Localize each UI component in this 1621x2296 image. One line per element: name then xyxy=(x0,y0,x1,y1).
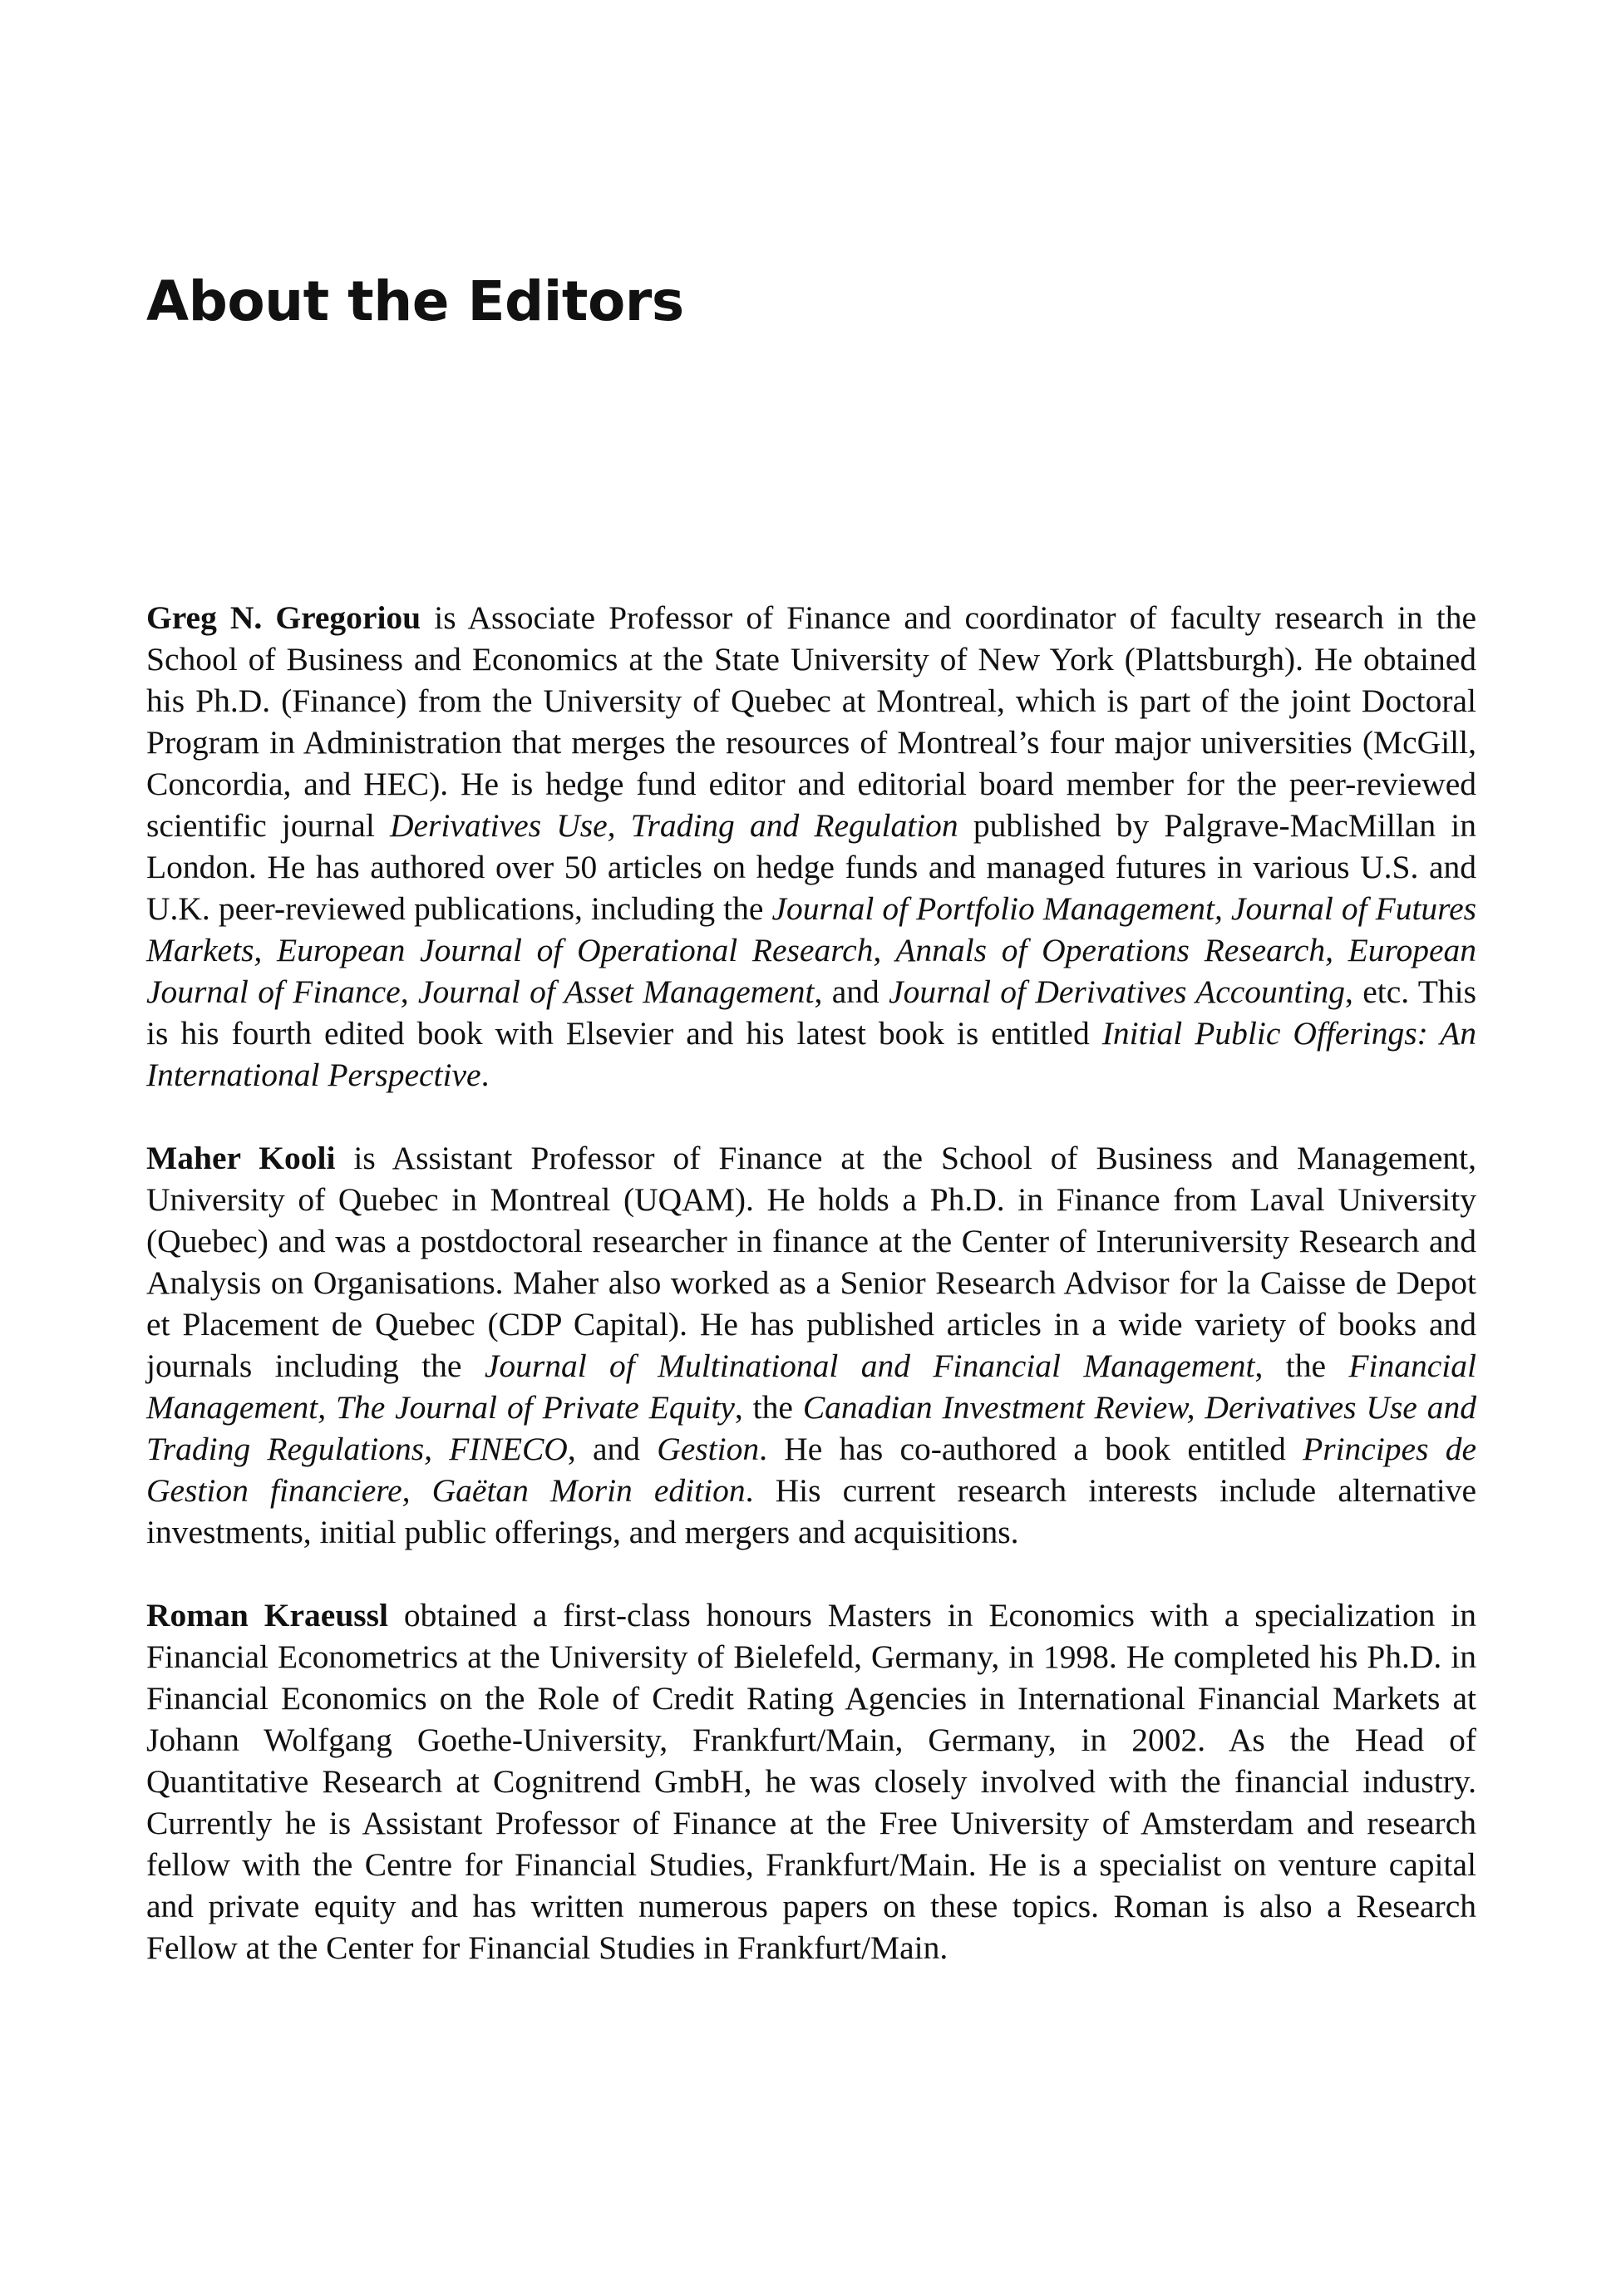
book-title: Principes de Gestion financiere, Gaëtan Morin edition xyxy=(146,1431,1476,1509)
journal-title: Derivatives Use, Trading and Regulation xyxy=(389,807,958,844)
bio-gregoriou: Greg N. Gregoriou is Associate Professor of Finance and coordinator of faculty research in the School of Business and Economics at the State University of New York (Plattsburgh). He obtained his Ph.D. (Finance) from the University of Quebec at Montreal, which is part of the joint Doctoral Program in Administration that merges the resources of Montreal’s four major universities (McGill, Concordia, and HEC). He is hedge fund editor and editorial board member for the peer-reviewed scientific journal Derivatives Use, Trading and Regulation published by Palgrave-MacMillan in London. He has authored over 50 articles on hedge funds and managed futures in various U.S. and U.K. peer-reviewed publications, including the Journal of Portfolio Management, Journal of Futures Markets, European Journal of Operational Research, Annals of Operations Research, European Journal of Finance, Journal of Asset Management, and Journal of Derivatives Accounting, etc. This is his fourth edited book with Elsevier and his latest book is entitled Initial Public Offerings: An International Perspective. xyxy=(146,599,1476,1093)
bio-kooli: Maher Kooli is Assistant Professor of Finance at the School of Business and Management, University of Quebec in Montreal (UQAM). He holds a Ph.D. in Finance from Laval University (Quebec) and was a postdoctoral researcher in finance at the Center of Interuniversity Research and Analysis on Organisations. Maher also worked as a Senior Research Advisor for la Caisse de Depot et Placement de Quebec (CDP Capital). He has published articles in a wide variety of books and journals including the Journal of Multinational and Financial Management, the Financial Management, The Journal of Private Equity, the Canadian Investment Review, Derivatives Use and Trading Regulations, FINECO, and Gestion. He has co-authored a book entitled Principes de Gestion financiere, Gaëtan Morin edition. His current research interests include alternative investments, initial public offerings, and mergers and acquisitions. xyxy=(146,1140,1477,1550)
editor-bios xyxy=(146,597,1476,2010)
journal-title: Canadian Investment Review, Derivatives Use and Trading Regulations, FINECO xyxy=(146,1389,1476,1467)
editor-name: Greg N. Gregoriou xyxy=(146,599,421,636)
journal-title: Financial Management, The Journal of Private Equity xyxy=(146,1348,1477,1426)
page-title: About the Editors xyxy=(146,269,684,333)
journal-title: Journal of Multinational and Financial Management xyxy=(484,1348,1255,1384)
journal-title: Journal of Derivatives Accounting xyxy=(889,973,1345,1010)
journal-title: Journal of Portfolio Management, Journal of Futures Markets, European Journal of Operational Research, Annals of Operations Research, European Journal of Finance, Journal of Asset Management xyxy=(146,890,1476,1010)
book-title: Initial Public Offerings: An International Perspective xyxy=(146,1015,1476,1093)
journal-title: Gestion xyxy=(657,1431,760,1467)
editor-name: Roman Kraeussl xyxy=(146,1597,389,1633)
editor-name: Maher Kooli xyxy=(146,1140,336,1176)
bio-kraeussl: Roman Kraeussl obtained a first-class honours Masters in Economics with a specialization in Financial Econometrics at the University of Bielefeld, Germany, in 1998. He completed his Ph.D. in Financial Economics on the Role of Credit Rating Agencies in International Financial Markets at Johann Wolfgang Goethe-University, Frankfurt/Main, Germany, in 2002. As the Head of Quantitative Research at Cognitrend GmbH, he was closely involved with the financial industry. Currently he is Assistant Professor of Finance at the Free University of Amsterdam and research fellow with the Centre for Financial Studies, Frankfurt/Main. He is a specialist on venture capital and private equity and has written numerous papers on these topics. Roman is also a Research Fellow at the Center for Financial Studies in Frankfurt/Main. xyxy=(146,1597,1476,1966)
